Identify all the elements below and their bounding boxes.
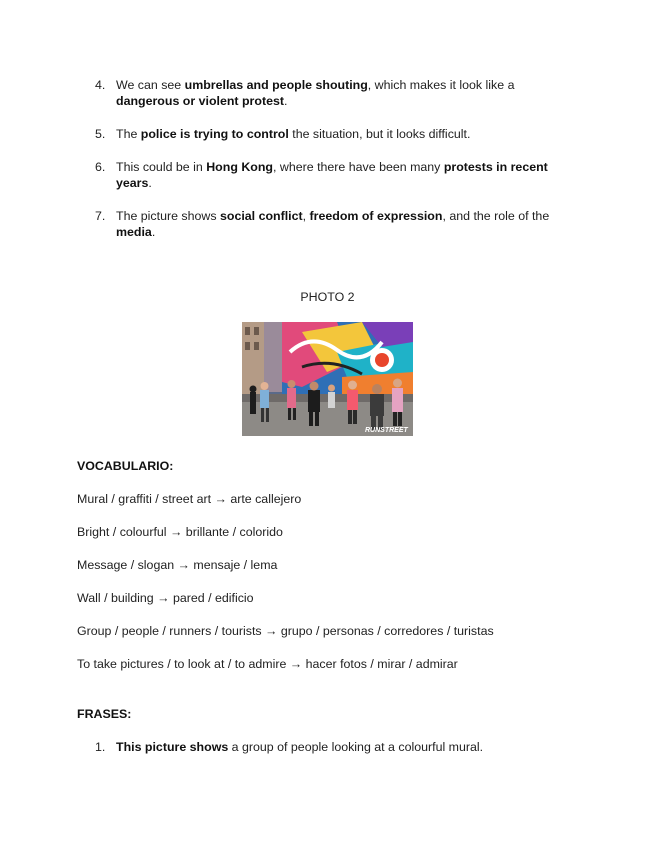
vocab-item: Bright / colourful → brillante / colorido [77, 525, 283, 539]
bold-phrase: Hong Kong [206, 160, 273, 174]
text-run: , [302, 209, 310, 223]
vocab-item: To take pictures / to look at / to admire → hacer fotos / mirar / admirar [77, 657, 458, 671]
text-run: The picture shows [116, 209, 220, 223]
text-run: This could be in [116, 160, 207, 174]
vocab-item: Group / people / runners / tourists → grupo / personas / corredores / turistas [77, 624, 494, 638]
mural-photo [242, 322, 413, 436]
photo-title: PHOTO 2 [300, 290, 355, 304]
list-text [116, 77, 576, 109]
bold-phrase: umbrellas and people shouting [184, 78, 368, 92]
frases-heading: FRASES: [77, 707, 132, 721]
text-run: The [116, 127, 141, 141]
bold-phrase: This picture shows [116, 740, 229, 754]
list-text [116, 739, 576, 755]
text-run: a group of people looking at a colourful mural. [228, 740, 484, 754]
bold-phrase: police is trying to control [140, 127, 289, 141]
bold-phrase: dangerous or violent protest [116, 94, 284, 108]
list-number: 5. [95, 127, 106, 141]
bold-phrase: media [116, 225, 152, 239]
vocab-item: Wall / building → pared / edificio [77, 591, 254, 605]
vocab-item: Mural / graffiti / street art → arte callejero [77, 492, 302, 506]
list-number: 7. [95, 209, 106, 223]
bold-phrase: social conflict [220, 209, 303, 223]
photo-watermark: RUNSTREET [365, 427, 408, 434]
list-number: 6. [95, 160, 106, 174]
vocab-item: Message / slogan → mensaje / lema [77, 558, 278, 572]
text-run: . [151, 225, 156, 239]
list-text [116, 208, 576, 240]
list-number: 4. [95, 78, 106, 92]
text-run: . [148, 176, 152, 190]
text-run: , where there have been many [273, 160, 444, 174]
list-text [116, 159, 576, 191]
text-run: . [283, 94, 288, 108]
bold-phrase: protests in recent years [116, 160, 548, 190]
vocabulary-heading: VOCABULARIO: [77, 459, 174, 473]
list-text [116, 126, 576, 142]
text-run: , and the role of the [442, 209, 550, 223]
text-run: the situation, but it looks difficult. [288, 127, 471, 141]
bold-phrase: freedom of expression [309, 209, 443, 223]
text-run: , which makes it look like a [367, 78, 515, 92]
mural-photo-image [242, 322, 413, 436]
text-run: We can see [116, 78, 185, 92]
list-number: 1. [95, 740, 106, 754]
